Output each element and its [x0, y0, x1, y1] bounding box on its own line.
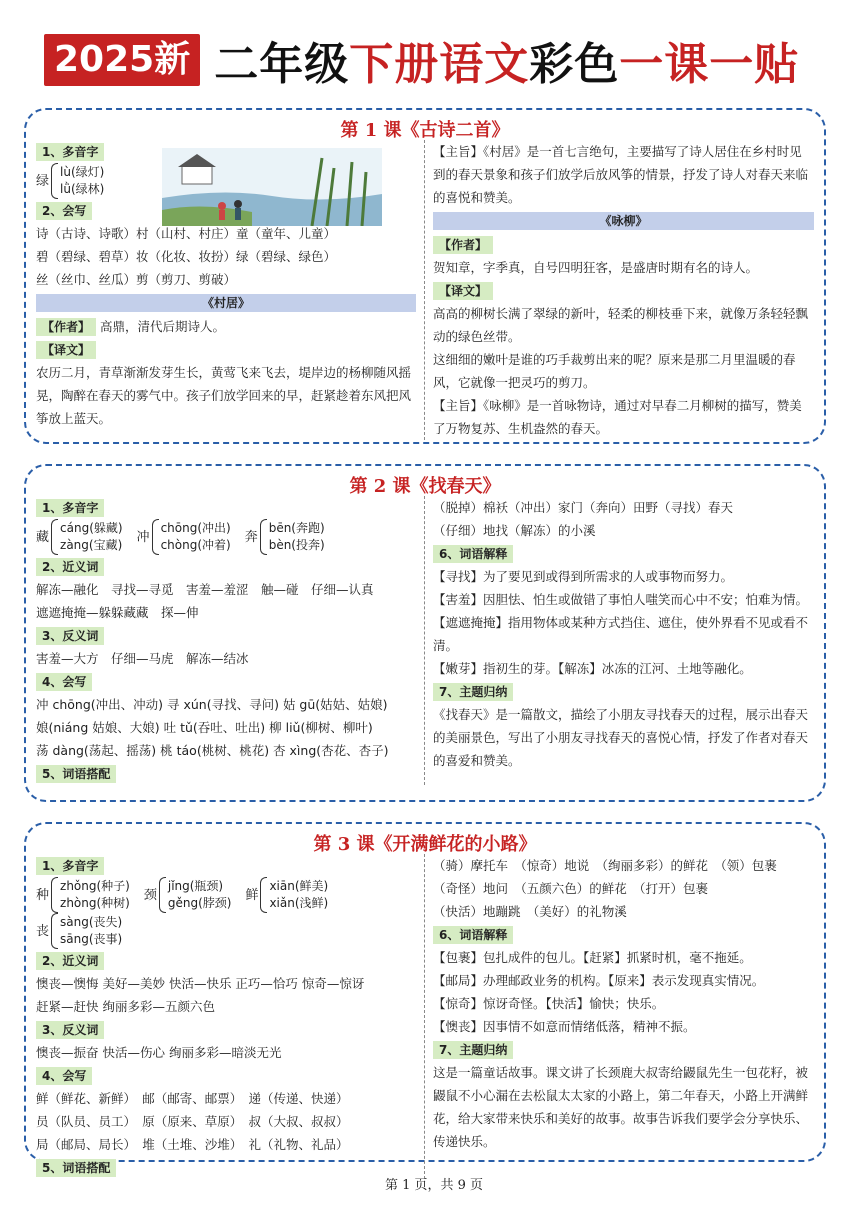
polyphone-group — [36, 163, 104, 199]
section-label: 1、多音字 — [36, 857, 104, 875]
author-text: 高鼎，清代后期诗人。 — [100, 319, 226, 334]
polyphone-reading: lù(绿灯) — [60, 165, 105, 179]
definition-line: 【惊奇】惊讶奇怪。【快活】愉快；快乐。 — [433, 996, 665, 1011]
polyphone-char: 奔 — [244, 529, 258, 545]
synonym-line: 遮遮掩掩—躲躲藏藏 探—伸 — [36, 605, 199, 620]
polyphone-group — [137, 519, 231, 555]
title-part-lesson: 一课一贴 — [619, 39, 800, 90]
antonym-line: 害羞—大方 仔细—马虎 解冻—结冰 — [36, 651, 249, 666]
section-label: 2、会写 — [36, 202, 92, 220]
polyphone-reading: zàng(宝藏) — [60, 538, 123, 552]
polyphone-char: 种 — [36, 887, 50, 903]
translation-text: 高高的柳树长满了翠绿的新叶，轻柔的柳枝垂下来，就像万条轻轻飘动的绿色丝带。 — [433, 306, 809, 344]
polyphone-reading: zhòng(种树) — [60, 896, 130, 910]
theme-text: 【主旨】《咏柳》是一首咏物诗，通过对早春二月柳树的描写，赞美了万物复苏、生机盎然的春天。 — [433, 398, 802, 436]
section-label: 1、多音字 — [36, 143, 104, 161]
polyphone-group — [144, 877, 232, 913]
polyphone-reading: gěng(脖颈) — [167, 896, 232, 910]
translation-text: 这细细的嫩叶是谁的巧手裁剪出来的呢？原来是那二月里温暖的春风，它就像一把灵巧的剪刀。 — [433, 352, 796, 390]
section-label: 3、反义词 — [36, 1021, 104, 1039]
theme-text: 【主旨】《村居》是一首七言绝句，主要描写了诗人居住在乡村时见到的春天景象和孩子们放学后放风筝的情景，抒发了诗人对春天来临的喜悦和赞美。 — [433, 144, 809, 205]
section-label: 3、反义词 — [36, 627, 104, 645]
synonym-line: 懊丧—懊悔 美好—美妙 快活—快乐 正巧—恰巧 惊奇—惊讶 — [36, 976, 365, 991]
theme-text: 这是一篇童话故事。课文讲了长颈鹿大叔寄给鼹鼠先生一包花籽，被鼹鼠不小心漏在去松鼠太太家的小路上，第二年春天，小路上开满鲜花，给大家带来快乐和美好的故事。故事告诉我们要学会分享快乐、传递快乐。 — [433, 1065, 809, 1149]
polyphone-group — [36, 877, 130, 913]
title-part-book: 下册语文 — [349, 39, 530, 90]
title-part-color: 彩色 — [529, 39, 620, 90]
write-line: 员（队员、员工） 原（原来、草原） 叔（大叔、叔叔） — [36, 1114, 349, 1129]
translation-label: 【译文】 — [36, 341, 96, 359]
page-footer: 第 1 页，共 9 页 — [384, 1178, 484, 1193]
polyphone-group — [245, 877, 328, 913]
section-label: 4、会写 — [36, 1067, 92, 1085]
definition-line: 【嫩芽】指初生的芽。【解冻】冰冻的江河、土地等融化。 — [433, 661, 752, 676]
section-label: 7、主题归纳 — [433, 1041, 513, 1059]
lesson-1-right — [425, 140, 814, 440]
theme-text: 《找春天》是一篇散文，描绘了小朋友寻找春天的过程，展示出春天的美丽景色，写出了小朋友寻找春天的喜悦心情，抒发了作者对春天的喜爱和赞美。 — [433, 707, 809, 768]
write-line: 冲 chōng(冲出、冲动) 寻 xún(寻找、寻问) 姑 gū(姑姑、姑娘) — [36, 697, 388, 712]
collocation-line: （骑）摩托车 （惊奇）地说 （绚丽多彩）的鲜花 （领）包裹 — [433, 858, 777, 873]
lesson-1-card — [24, 108, 826, 444]
polyphone-reading: sāng(丧事) — [60, 932, 123, 946]
village-illustration — [162, 148, 382, 226]
section-label: 6、词语解释 — [433, 926, 513, 944]
definition-line: 【害羞】因胆怯、怕生或做错了事怕人嗤笑而心中不安；怕难为情。 — [433, 592, 809, 607]
section-label: 7、主题归纳 — [433, 683, 513, 701]
author-label: 【作者】 — [433, 236, 493, 254]
write-line: 局（邮局、局长） 堆（土堆、沙堆） 礼（礼物、礼品） — [36, 1137, 349, 1152]
write-line: 娘(niáng 姑娘、大娘) 吐 tǔ(吞吐、吐出) 柳 liǔ(柳树、柳叶) — [36, 720, 373, 735]
polyphone-reading: xiān(鲜美) — [269, 879, 329, 893]
section-label: 5、词语搭配 — [36, 1159, 116, 1177]
polyphone-reading: jǐng(瓶颈) — [167, 879, 224, 893]
lesson-1-title: 第 1 课《古诗二首》 — [340, 120, 510, 141]
section-label: 2、近义词 — [36, 558, 104, 576]
synonym-line: 解冻—融化 寻找—寻觅 害羞—羞涩 触—碰 仔细—认真 — [36, 582, 374, 597]
polyphone-group — [36, 913, 122, 949]
section-label: 5、词语搭配 — [36, 765, 116, 783]
polyphone-char: 鲜 — [245, 887, 259, 903]
polyphone-char: 丧 — [36, 923, 50, 939]
write-line: 碧（碧绿、碧草）妆（化妆、妆扮）绿（碧绿、绿色） — [36, 249, 337, 264]
lesson-3-card — [24, 822, 826, 1175]
lesson-2-card — [24, 464, 826, 802]
definition-line: 【邮局】办理邮政业务的机构。【原来】表示发现真实情况。 — [433, 973, 765, 988]
polyphone-reading: xiǎn(浅鲜) — [269, 896, 329, 910]
polyphone-char: 冲 — [136, 529, 150, 545]
definition-line: 【懊丧】因事情不如意而情绪低落，精神不振。 — [433, 1019, 696, 1034]
lesson-2-title: 第 2 课《找春天》 — [349, 476, 501, 497]
polyphone-reading: bèn(投奔) — [268, 538, 325, 552]
poem-title: 《咏柳》 — [433, 212, 814, 230]
definition-line: 【包裹】包扎成件的包儿。【赶紧】抓紧时机，毫不拖延。 — [433, 950, 752, 965]
collocation-line: （奇怪）地问 （五颜六色）的鲜花 （打开）包裹 — [433, 881, 709, 896]
lesson-3-right — [425, 854, 814, 1179]
year-badge: 2025新 — [44, 34, 200, 86]
author-text: 贺知章，字季真，自号四明狂客，是盛唐时期有名的诗人。 — [433, 260, 759, 275]
write-line: 丝（丝巾、丝瓜）剪（剪刀、剪破） — [36, 272, 237, 287]
lesson-3-left — [36, 854, 425, 1179]
page-header — [44, 34, 800, 90]
lesson-3-title: 第 3 课《开满鲜花的小路》 — [313, 834, 537, 855]
polyphone-reading: zhǒng(种子) — [60, 879, 130, 893]
lesson-2-right — [425, 496, 814, 785]
collocation-line: （脱掉）棉袄（冲出）家门（奔向）田野（寻找）春天 — [433, 500, 734, 515]
polyphone-char: 颈 — [143, 887, 157, 903]
definition-line: 【遮遮掩掩】指用物体或某种方式挡住、遮住，使外界看不见或看不清。 — [433, 615, 809, 653]
section-label: 4、会写 — [36, 673, 92, 691]
collocation-line: （快活）地蹦跳 （美好）的礼物溪 — [433, 904, 627, 919]
translation-text: 农历二月，青草渐渐发芽生长，黄莺飞来飞去，堤岸边的杨柳随风摇晃，陶醉在春天的雾气中。孩子们放学回来的早，赶紧趁着东风把风筝放上蓝天。 — [36, 365, 412, 426]
polyphone-reading: bēn(奔跑) — [268, 521, 325, 535]
polyphone-group — [36, 519, 123, 555]
polyphone-char: 藏 — [36, 529, 50, 545]
page-title — [214, 28, 799, 92]
author-label: 【作者】 — [36, 318, 96, 336]
polyphone-reading: chōng(冲出) — [160, 521, 231, 535]
write-line: 诗（古诗、诗歌）村（山村、村庄）童（童年、儿童） — [36, 226, 337, 241]
section-label: 2、近义词 — [36, 952, 104, 970]
polyphone-char: 绿 — [36, 173, 50, 189]
title-part-grade: 二年级 — [214, 39, 350, 90]
definition-line: 【寻找】为了要见到或得到所需求的人或事物而努力。 — [433, 569, 734, 584]
write-line: 荡 dàng(荡起、摇荡) 桃 táo(桃树、桃花) 杏 xìng(杏花、杏子) — [36, 743, 389, 758]
collocation-line: （仔细）地找（解冻）的小溪 — [433, 523, 596, 538]
section-label: 6、词语解释 — [433, 545, 513, 563]
poem-title: 《村居》 — [36, 294, 416, 312]
antonym-line: 懊丧—振奋 快活—伤心 绚丽多彩—暗淡无光 — [36, 1045, 282, 1060]
section-label: 1、多音字 — [36, 499, 104, 517]
write-line: 鲜（鲜花、新鲜） 邮（邮寄、邮票） 递（传递、快递） — [36, 1091, 349, 1106]
synonym-line: 赶紧—赶快 绚丽多彩—五颜六色 — [36, 999, 215, 1014]
polyphone-reading: lǜ(绿林) — [60, 182, 105, 196]
lesson-2-left — [36, 496, 425, 785]
translation-label: 【译文】 — [433, 282, 493, 300]
polyphone-reading: chòng(冲着) — [160, 538, 231, 552]
polyphone-group — [245, 519, 325, 555]
polyphone-reading: sàng(丧失) — [60, 915, 123, 929]
polyphone-reading: cáng(躲藏) — [60, 521, 123, 535]
